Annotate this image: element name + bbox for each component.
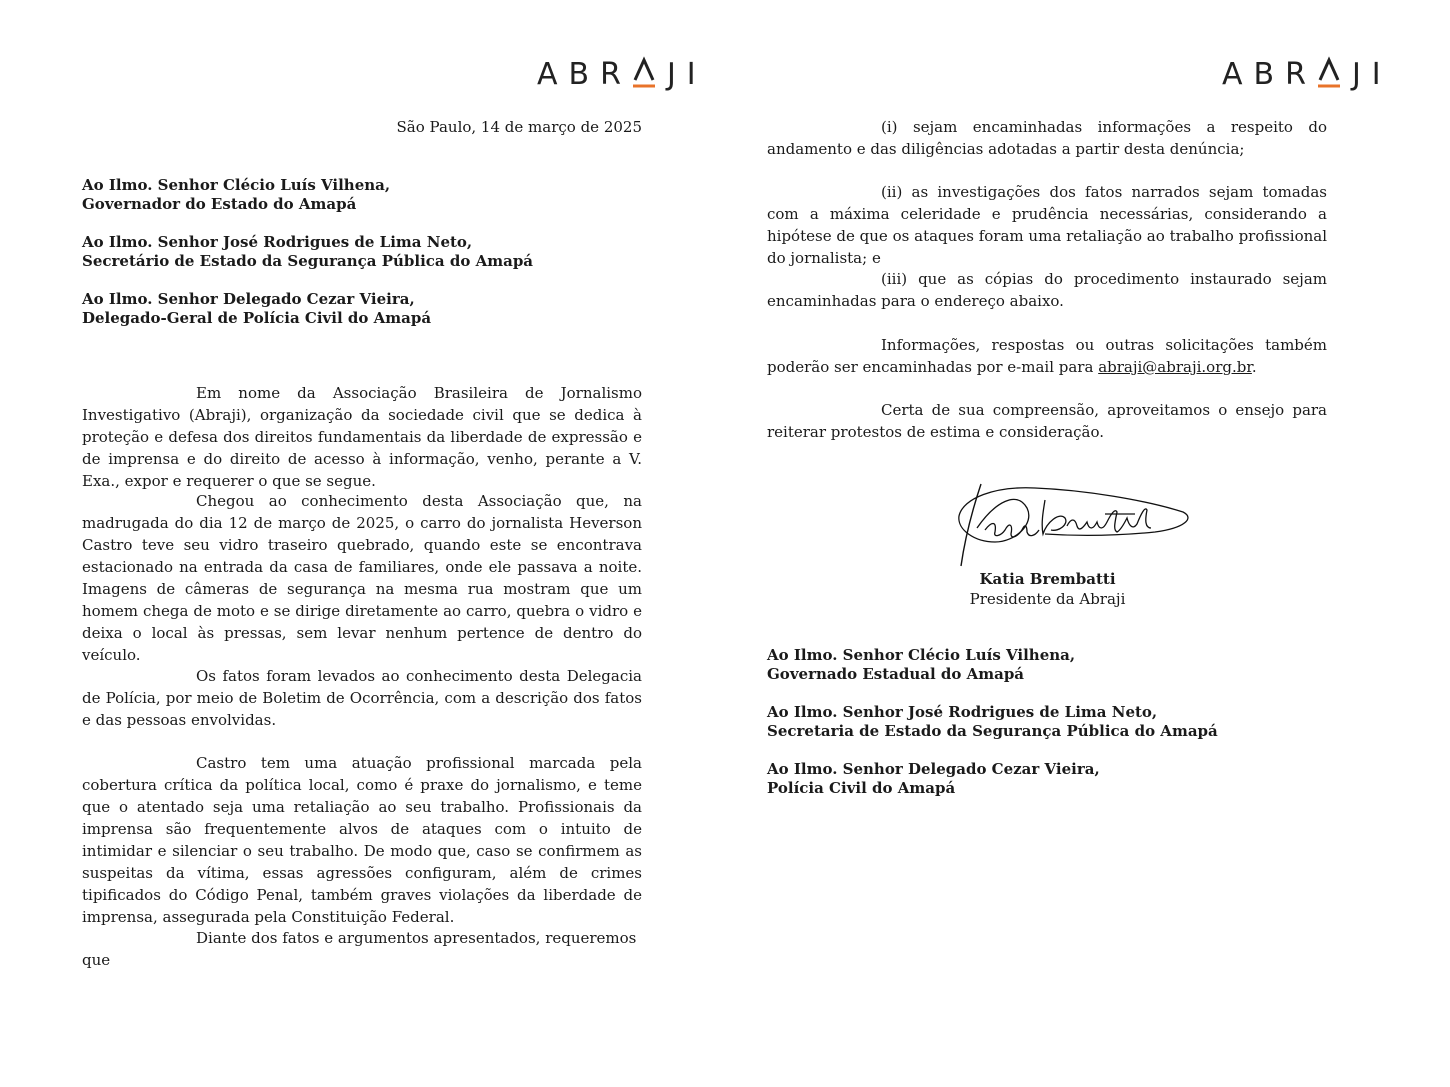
recipient-block-2 xyxy=(767,703,1327,741)
request-item-3: (iii) que as cópias do procedimento instaurado sejam encaminhadas para o endereço abaixo. xyxy=(767,270,1327,310)
contact-text-end: . xyxy=(1251,358,1257,376)
logo-accent-mark-icon xyxy=(632,56,656,90)
logo-letters-after: JI xyxy=(666,57,707,92)
abraji-logo xyxy=(1222,56,1392,90)
handwritten-signature xyxy=(955,478,1195,573)
logo-letters-before: ABR xyxy=(537,57,632,92)
request-item-2: (ii) as investigações dos fatos narrados sejam tomadas com a máxima celeridade e prudência necessárias, considerando a hipótese de que os ataques foram uma retaliação ao trabalho profissional do jornalista; e xyxy=(767,183,1327,267)
body-paragraph-1: Em nome da Associação Brasileira de Jornalismo Investigativo (Abraji), organização da sociedade civil que se dedica à proteção e defesa dos direitos fundamentais da liberdade de expressão e de imprensa e do direito de acesso à informação, venho, perante a V. Exa., expor e requerer o que se segue. xyxy=(82,384,642,490)
closing-paragraph: Certa de sua compreensão, aproveitamos o ensejo para reiterar protestos de estima e consideração. xyxy=(767,401,1327,441)
recipient-line: Polícia Civil do Amapá xyxy=(767,779,956,797)
signatory-name: Katia Brembatti xyxy=(979,570,1116,588)
contact-paragraph xyxy=(767,334,1327,378)
abraji-logo xyxy=(537,56,707,90)
request-item-1: (i) sejam encaminhadas informações a respeito do andamento e das diligências adotadas a partir desta denúncia; xyxy=(767,118,1327,158)
recipient-block-3 xyxy=(767,760,1327,798)
recipient-line: Delegado-Geral de Polícia Civil do Amapá xyxy=(82,309,432,327)
body-paragraph-3: Os fatos foram levados ao conhecimento desta Delegacia de Polícia, por meio de Boletim de Ocorrência, com a descrição dos fatos e das pessoas envolvidas. xyxy=(82,667,642,729)
body-paragraph-4: Castro tem uma atuação profissional marcada pela cobertura crítica da política local, como é praxe do jornalismo, e teme que o atentado seja uma retaliação ao seu trabalho. Profissionais da imprensa são frequentemente alvos de ataques com o intuito de intimidar e silenciar o seu trabalho. De modo que, caso se confirmem as suspeitas da vítima, essas agressões configuram, além de crimes tipificados do Código Penal, também graves violações da liberdade de imprensa, assegurada pela Constituição Federal. xyxy=(82,754,642,926)
logo-letters-before: ABR xyxy=(1222,57,1317,92)
letter-date: São Paulo, 14 de março de 2025 xyxy=(396,118,642,136)
recipient-block-3 xyxy=(82,290,642,328)
recipient-line: Ao Ilmo. Senhor Delegado Cezar Vieira, xyxy=(82,290,415,308)
recipient-line: Governado Estadual do Amapá xyxy=(767,665,1025,683)
recipient-line: Secretário de Estado da Segurança Pública do Amapá xyxy=(82,252,534,270)
contact-text: Informações, respostas ou outras solicitações também poderão ser encaminhadas por e-mail para xyxy=(767,336,1327,376)
recipient-line: Ao Ilmo. Senhor Clécio Luís Vilhena, xyxy=(767,646,1076,664)
recipient-line: Ao Ilmo. Senhor José Rodrigues de Lima Neto, xyxy=(82,233,473,251)
signatory-title: Presidente da Abraji xyxy=(969,590,1126,608)
recipient-block-2 xyxy=(82,233,642,271)
body-paragraph-5: Diante dos fatos e argumentos apresentados, requeremos que xyxy=(82,929,637,969)
recipient-line: Secretaria de Estado da Segurança Pública do Amapá xyxy=(767,722,1218,740)
recipient-line: Ao Ilmo. Senhor Clécio Luís Vilhena, xyxy=(82,176,391,194)
recipient-line: Ao Ilmo. Senhor Delegado Cezar Vieira, xyxy=(767,760,1100,778)
recipient-block-1 xyxy=(82,176,642,214)
logo-letters-after: JI xyxy=(1351,57,1392,92)
recipient-line: Governador do Estado do Amapá xyxy=(82,195,357,213)
email-link[interactable]: abraji@abraji.org.br xyxy=(1098,358,1252,376)
recipient-block-1 xyxy=(767,646,1327,684)
body-paragraph-2: Chegou ao conhecimento desta Associação que, na madrugada do dia 12 de março de 2025, o carro do jornalista Heverson Castro teve seu vidro traseiro quebrado, quando este se encontrava estacionado na entrada da casa de familiares, onde ele passava a noite. Imagens de câmeras de segurança na mesma rua mostram que um homem chega de moto e se dirige diretamente ao carro, quebra o vidro e deixa o local às pressas, sem levar nenhum pertence de dentro do veículo. xyxy=(82,492,642,664)
letter-page-2 xyxy=(725,0,1450,1087)
logo-accent-mark-icon xyxy=(1317,56,1341,90)
recipient-line: Ao Ilmo. Senhor José Rodrigues de Lima Neto, xyxy=(767,703,1158,721)
